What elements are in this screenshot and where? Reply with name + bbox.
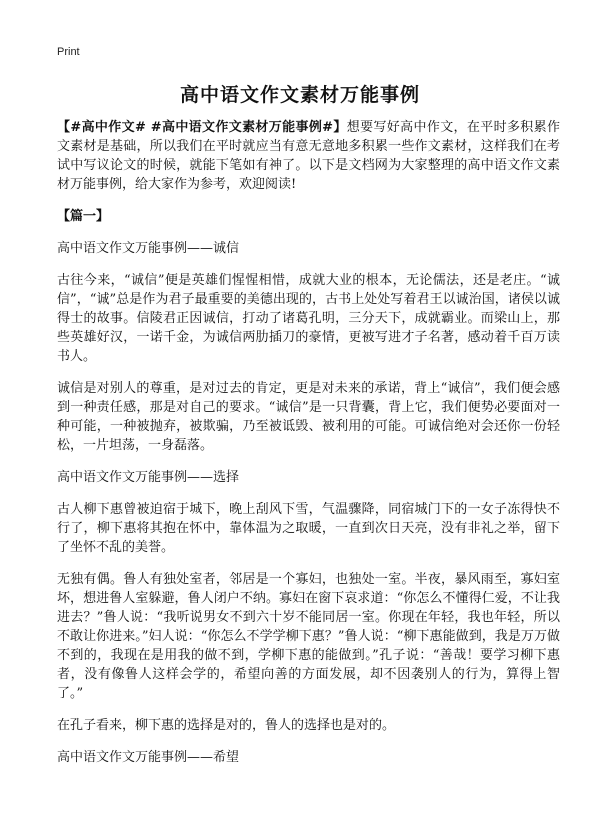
example-heading: 高中语文作文万能事例——诚信	[57, 241, 240, 256]
page-title: 高中语文作文素材万能事例	[179, 84, 420, 106]
example-paragraph: 在孔子看来，柳下惠的选择是对的，鲁人的选择也是对的。	[57, 718, 396, 733]
section-heading: 【篇一】	[57, 209, 110, 224]
example-paragraph: 古往今来，“诚信”便是英雄们惺惺相惜，成就大业的根本，无论儒法，还是老庄。“诚信”，“诚”总是作为君子最重要的美德出现的，古书上处处写着君王以诚治国，诸侯以诚得士的故事。信陵君正因诚信，打动了诸葛孔明，三分天下，成就霸业。而梁山上，那些英雄好汉，一诺千金，为诚信两肋插刀的豪情，更被写进才子名著，感动着千百万读书人。	[57, 273, 560, 364]
example-paragraph: 古人柳下惠曾被迫宿于城下，晚上刮风下雪，气温骤降，同宿城门下的一女子冻得快不行了，柳下惠将其抱在怀中，靠体温为之取暖，一直到次日天亮，没有非礼之举，留下了坐怀不乱的美誉。	[57, 502, 560, 555]
intro-paragraph	[57, 118, 560, 194]
example-heading: 高中语文作文万能事例——选择	[57, 470, 240, 485]
article-body	[57, 118, 560, 780]
intro-tags: 【#高中作文# #高中语文作文素材万能事例#】	[57, 120, 347, 135]
intro-text: 想要写好高中作文，在平时多积累作文素材是基础，所以我们在平时就应当有意无意地多积累一些作文素材，这样我们在考试中写议论文的时候，就能下笔如有神了。以下是文档网为大家整理的高中语文作文素材万能事例，给大家作为参考，欢迎阅读!	[57, 120, 560, 192]
print-link[interactable]: Print	[57, 46, 80, 58]
example-paragraph: 诚信是对别人的尊重，是对过去的肯定，更是对未来的承诺，背上“诚信”，我们便会感到一种责任感，那是对自己的要求。“诚信”是一只背囊，背上它，我们便势必要面对一种可能，一种被抛弃，被欺骗，乃至被诋毁、被利用的可能。可诚信绝对会还你一份轻松，一片坦荡，一身磊落。	[57, 381, 560, 453]
example-paragraph: 无独有偶。鲁人有独处室者，邻居是一个寡妇，也独处一室。半夜，暴风雨至，寡妇室坏，想进鲁人室躲避，鲁人闭户不纳。寡妇在窗下哀求道：“你怎么不懂得仁爱，不让我进去？”鲁人说：“我听说男女不到六十岁不能同居一室。你现在年轻，我也年轻，所以不敢让你进来。”妇人说：“你怎么不学学柳下惠？”鲁人说：“柳下惠能做到，我是万万做不到的，我现在是用我的做不到，学柳下惠的能做到。”孔子说：“善哉！要学习柳下惠者，没有像鲁人这样会学的，希望向善的方面发展，却不因袭别人的行为，算得上智了。”	[57, 572, 560, 701]
example-heading: 高中语文作文万能事例——希望	[57, 750, 240, 765]
